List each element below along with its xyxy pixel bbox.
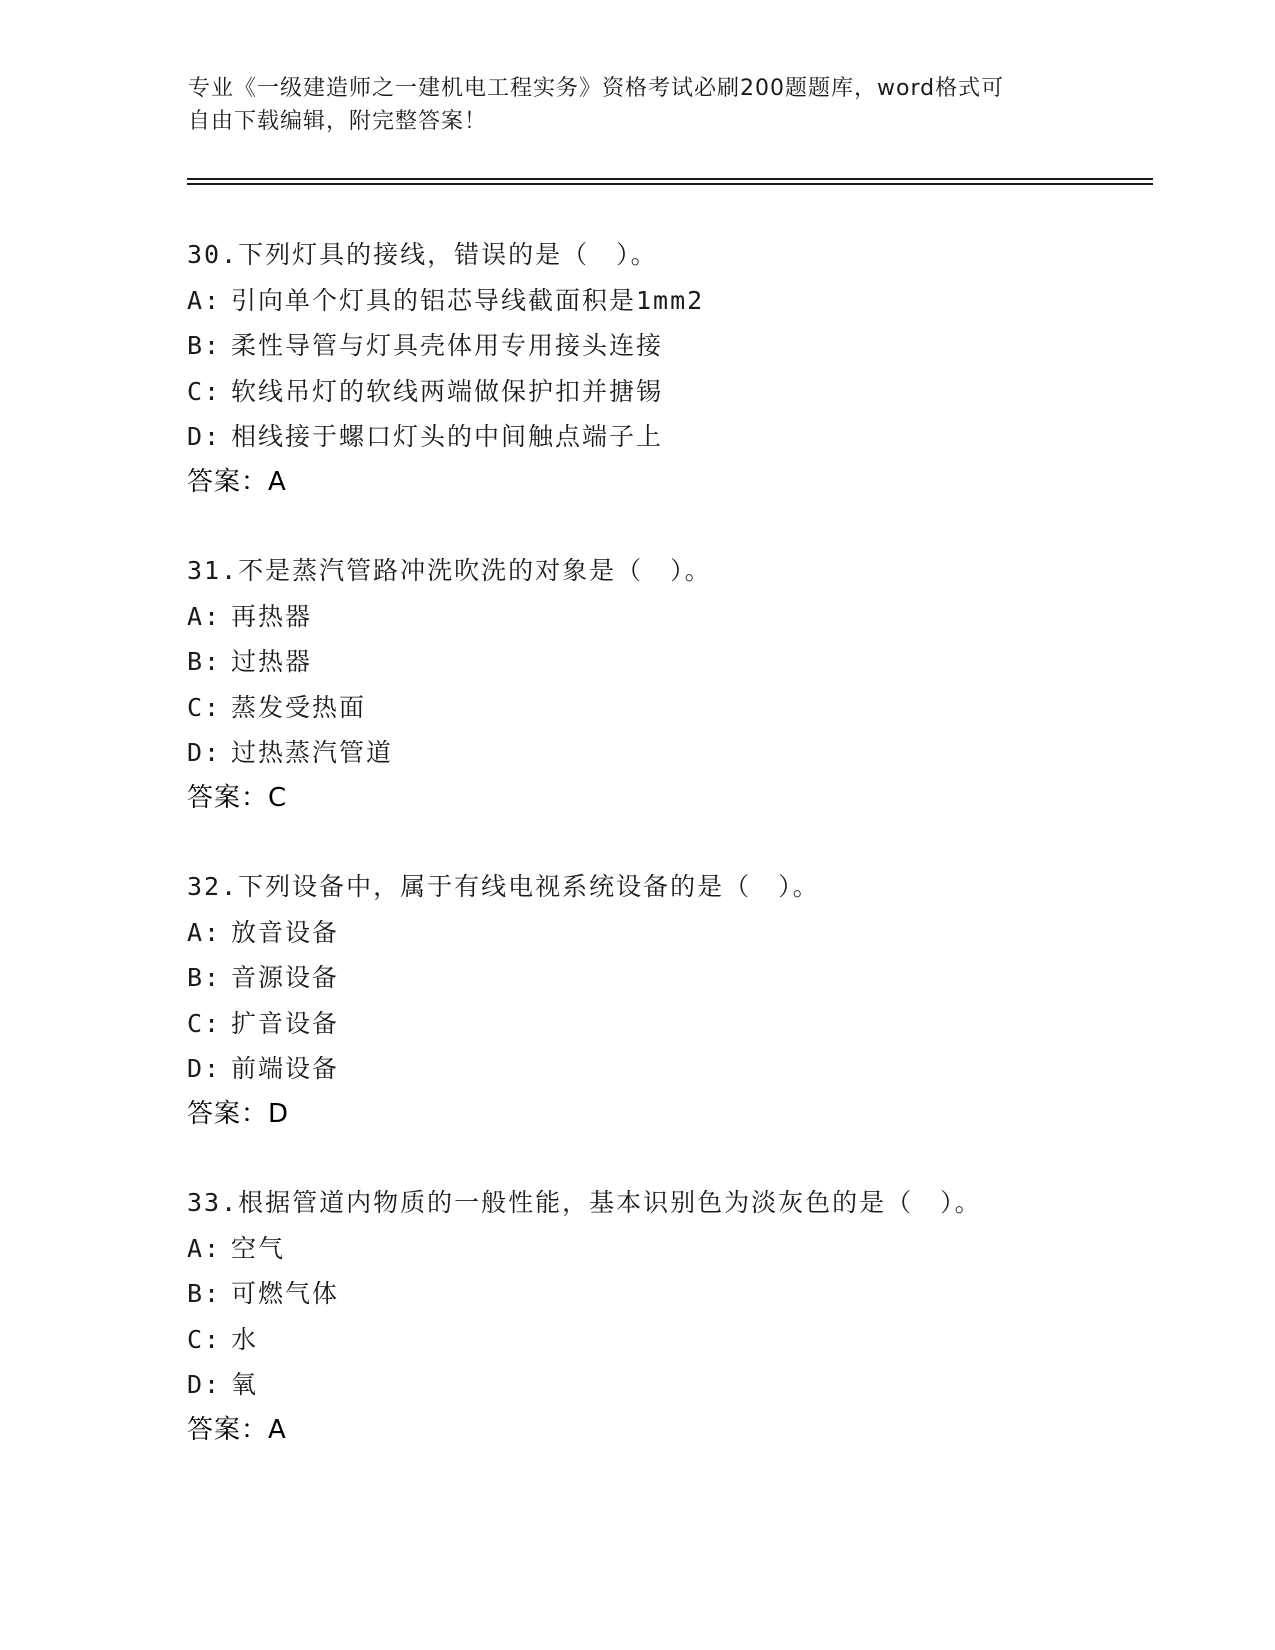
question-33 <box>187 1180 1147 1453</box>
option-letter: D: <box>187 1370 222 1399</box>
answer: 答案：C <box>187 782 288 813</box>
option-letter: A: <box>187 917 222 947</box>
answer: 答案：A <box>187 466 287 497</box>
option-text: 水 <box>231 1324 259 1354</box>
option-d <box>187 730 1147 776</box>
option-text: 可燃气体 <box>231 1279 340 1308</box>
option-letter: B: <box>187 647 222 676</box>
header-line-2: 自由下载编辑，附完整答案！ <box>188 109 488 134</box>
header-divider-bottom <box>187 183 1153 185</box>
option-letter: D: <box>187 422 222 451</box>
document-header <box>188 72 1088 138</box>
option-letter: C: <box>187 1008 222 1038</box>
option-b <box>187 323 1147 369</box>
answer: 答案：D <box>187 1098 290 1129</box>
option-text: 相线接于螺口灯头的中间触点端子上 <box>231 422 664 451</box>
question-30 <box>187 232 1147 505</box>
option-c <box>187 1317 1147 1363</box>
header-divider-top <box>187 178 1153 180</box>
question-stem: 31.不是蒸汽管路冲洗吹洗的对象是（ ）。 <box>187 556 712 585</box>
option-a <box>187 1226 1147 1272</box>
option-a <box>187 594 1147 640</box>
option-text: 软线吊灯的软线两端做保护扣并搪锡 <box>231 376 664 406</box>
option-text: 音源设备 <box>231 963 340 992</box>
option-text: 过热蒸汽管道 <box>231 738 394 767</box>
option-letter: D: <box>187 738 222 767</box>
option-letter: A: <box>187 1233 222 1263</box>
option-letter: B: <box>187 963 222 992</box>
option-text: 柔性导管与灯具壳体用专用接头连接 <box>231 331 664 360</box>
option-c <box>187 685 1147 731</box>
option-text: 空气 <box>231 1233 286 1263</box>
option-text: 前端设备 <box>231 1054 340 1083</box>
option-d <box>187 1362 1147 1408</box>
question-stem: 30.下列灯具的接线，错误的是（ ）。 <box>187 240 658 269</box>
option-letter: C: <box>187 1324 222 1354</box>
option-c <box>187 369 1147 415</box>
option-letter: C: <box>187 692 222 722</box>
question-31 <box>187 548 1147 821</box>
option-letter: C: <box>187 376 222 406</box>
question-32 <box>187 864 1147 1137</box>
option-a <box>187 278 1147 324</box>
option-d <box>187 1046 1147 1092</box>
option-text: 氧 <box>231 1370 259 1399</box>
option-text: 放音设备 <box>231 917 340 947</box>
answer: 答案：A <box>187 1414 287 1445</box>
option-b <box>187 639 1147 685</box>
option-letter: D: <box>187 1054 222 1083</box>
question-stem: 33.根据管道内物质的一般性能，基本识别色为淡灰色的是（ ）。 <box>187 1188 982 1217</box>
option-a <box>187 910 1147 956</box>
option-text: 蒸发受热面 <box>231 692 367 722</box>
option-text: 引向单个灯具的铝芯导线截面积是1mm2 <box>231 285 705 315</box>
option-text: 扩音设备 <box>231 1008 340 1038</box>
option-text: 再热器 <box>231 601 313 631</box>
option-b <box>187 955 1147 1001</box>
option-letter: B: <box>187 1279 222 1308</box>
option-d <box>187 414 1147 460</box>
option-letter: A: <box>187 601 222 631</box>
option-letter: B: <box>187 331 222 360</box>
option-letter: A: <box>187 285 222 315</box>
option-text: 过热器 <box>231 647 313 676</box>
option-c <box>187 1001 1147 1047</box>
question-list <box>187 232 1147 1496</box>
question-stem: 32.下列设备中，属于有线电视系统设备的是（ ）。 <box>187 872 820 901</box>
option-b <box>187 1271 1147 1317</box>
header-line-1: 专业《一级建造师之一建机电工程实务》资格考试必刷200题题库，word格式可 <box>188 76 1005 101</box>
